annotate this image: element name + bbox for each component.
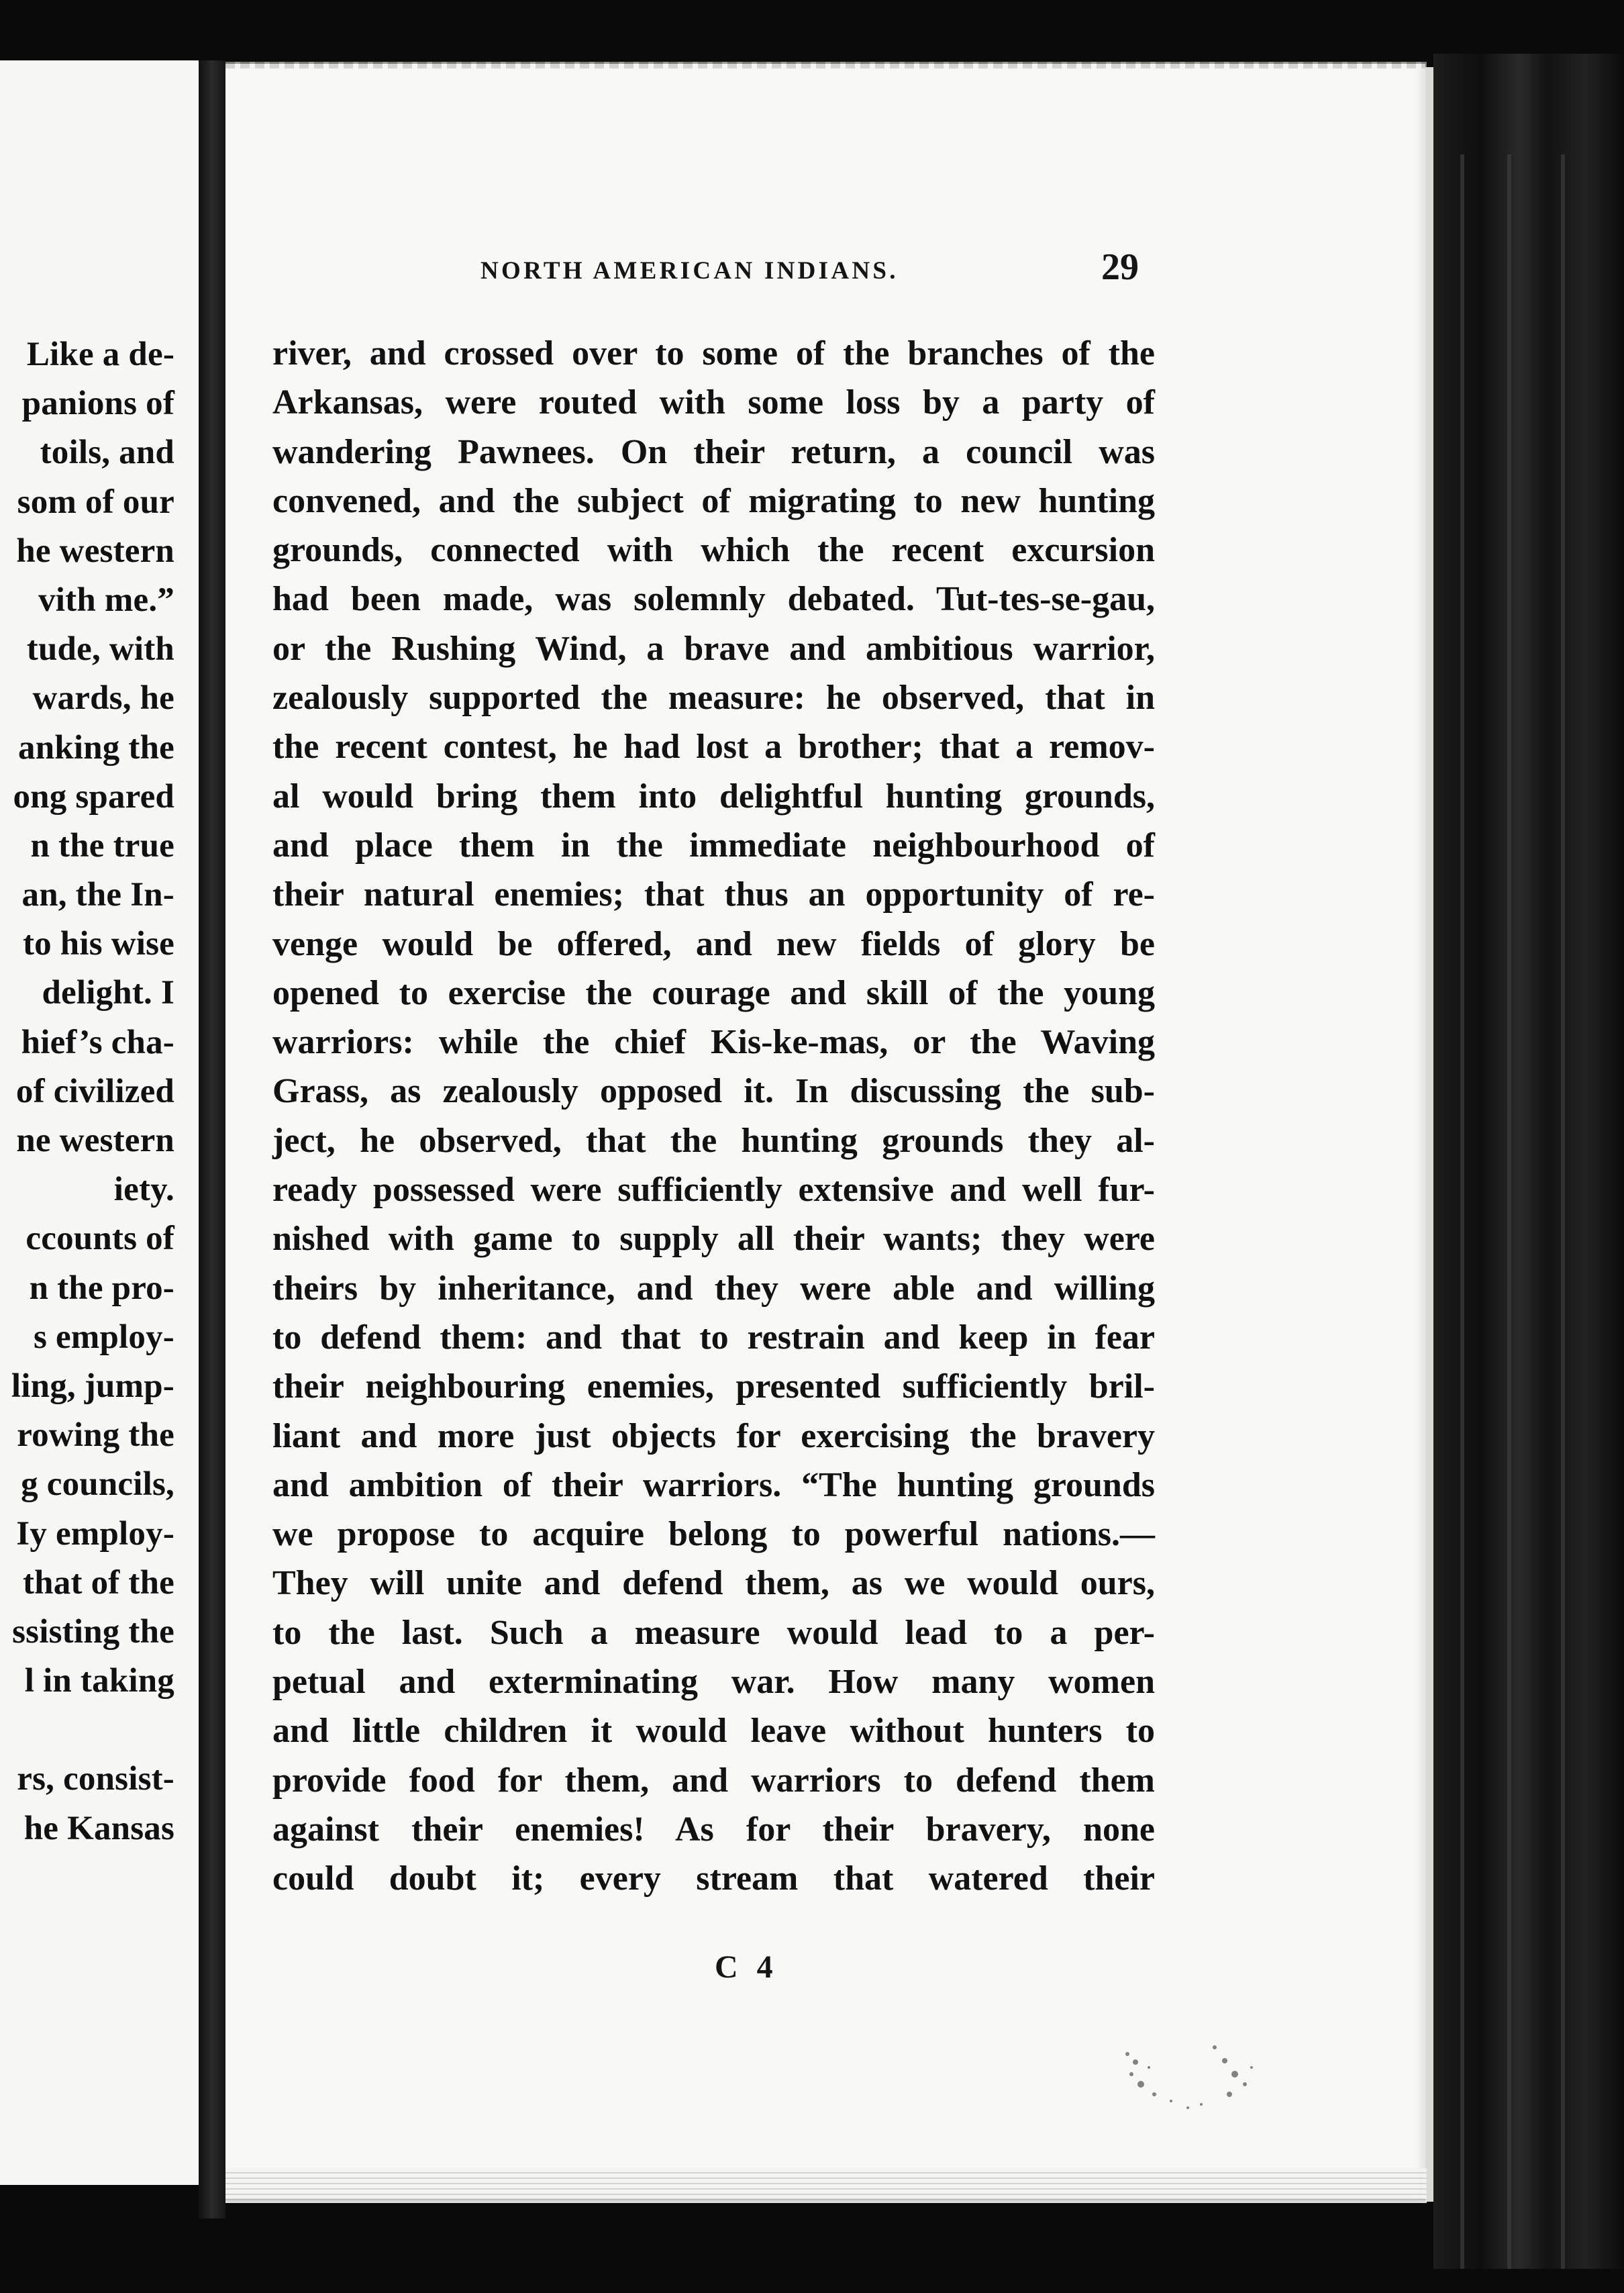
text-line: wandering Pawnees. On their return, a council was: [272, 432, 1155, 471]
page-fore-edge: [1425, 67, 1433, 2202]
text-line: their neighbouring enemies, presented sufficiently bril-: [272, 1367, 1155, 1406]
ink-smudge-mark: [1107, 2020, 1288, 2121]
text-line: and little children it would leave without hunters to: [272, 1712, 1155, 1751]
previous-page-line: g councils,: [21, 1465, 174, 1504]
text-line: to the last. Such a measure would lead to a per-: [272, 1613, 1155, 1652]
previous-page-line: that of the: [23, 1563, 174, 1602]
previous-page-line: toils, and: [40, 434, 174, 472]
text-line: could doubt it; every stream that watered their: [272, 1859, 1155, 1898]
previous-page-line: wards, he: [32, 679, 174, 718]
text-line: had been made, was solemnly debated. Tut-tes-se-gau,: [272, 580, 1155, 619]
previous-page-line: iety.: [113, 1171, 174, 1209]
text-line: nished with game to supply all their wants; they were: [272, 1220, 1155, 1259]
previous-page-line: Iy employ-: [16, 1514, 174, 1553]
page-top-edge: [225, 62, 1427, 68]
text-line: against their enemies! As for their bravery, none: [272, 1810, 1155, 1849]
previous-page-line: hief’s cha-: [21, 1023, 174, 1061]
previous-page-line: of civilized: [15, 1072, 174, 1110]
previous-page-line: ling, jump-: [11, 1367, 174, 1405]
text-line: the recent contest, he had lost a brother; that a remov-: [272, 728, 1155, 767]
previous-page-line: panions of: [21, 385, 174, 423]
text-line: grounds, connected with which the recent excursion: [272, 531, 1155, 570]
previous-page-line: tude, with: [26, 630, 174, 669]
previous-page-line: an, the In-: [21, 876, 174, 914]
text-line: to defend them: and that to restrain and keep in fear: [272, 1318, 1155, 1357]
running-head: NORTH AMERICAN INDIANS.: [480, 257, 899, 285]
text-line: their natural enemies; that thus an opportunity of re-: [272, 875, 1155, 914]
text-line: and ambition of their warriors. “The hunting grounds: [272, 1465, 1155, 1504]
previous-page-line: rowing the: [17, 1416, 174, 1455]
previous-page-line: ssisting the: [12, 1612, 174, 1651]
book-edge-stripe: [1561, 154, 1565, 2269]
text-line: zealously supported the measure: he observed, that in: [272, 679, 1155, 718]
text-line: They will unite and defend them, as we would ours,: [272, 1564, 1155, 1603]
previous-page-line: he Kansas: [23, 1809, 174, 1847]
previous-page-line: anking the: [18, 728, 174, 767]
book-gutter: [199, 60, 225, 2218]
book-edge-stripe: [1460, 154, 1464, 2269]
text-line: Arkansas, were routed with some loss by a party of: [272, 383, 1155, 422]
text-line: ject, he observed, that the hunting grounds they al-: [272, 1121, 1155, 1160]
book-block-side: [1433, 54, 1624, 2269]
text-line: al would bring them into delightful hunting grounds,: [272, 777, 1155, 816]
text-line: provide food for them, and warriors to defend them: [272, 1761, 1155, 1800]
page-body-text: [272, 329, 1155, 1904]
previous-page-line: ong spared: [13, 777, 174, 816]
page-number: 29: [1101, 246, 1139, 288]
book-edge-stripe: [1507, 154, 1511, 2269]
text-line: opened to exercise the courage and skill of the young: [272, 973, 1155, 1012]
previous-page-line: rs, consist-: [17, 1760, 174, 1798]
previous-page-lines: [11, 330, 174, 1853]
previous-page-line: l in taking: [24, 1662, 174, 1700]
previous-page-line: to his wise: [22, 925, 174, 963]
page-bottom-edge: [225, 2168, 1427, 2203]
previous-page-line: s employ-: [33, 1318, 174, 1356]
previous-page-line: ccounts of: [26, 1220, 174, 1258]
text-line: or the Rushing Wind, a brave and ambitious warrior,: [272, 629, 1155, 668]
text-line: Grass, as zealously opposed it. In discussing the sub-: [272, 1072, 1155, 1111]
text-line: petual and exterminating war. How many women: [272, 1663, 1155, 1702]
previous-page-line: he western: [16, 532, 174, 570]
text-line: venge would be offered, and new fields of glory be: [272, 924, 1155, 963]
previous-page-line: ne western: [16, 1122, 174, 1159]
previous-page-line: som of our: [17, 483, 174, 521]
previous-page-line: n the true: [30, 826, 174, 865]
text-line: liant and more just objects for exercising the bravery: [272, 1416, 1155, 1455]
text-line: and place them in the immediate neighbourhood of: [272, 826, 1155, 865]
previous-page-fragment: [0, 60, 199, 2185]
text-line: theirs by inheritance, and they were able and willing: [272, 1269, 1155, 1308]
previous-page-line: delight. I: [42, 974, 174, 1012]
previous-page-line: n the pro-: [29, 1269, 174, 1307]
signature-mark: C 4: [715, 1949, 778, 1985]
text-line: warriors: while the chief Kis-ke-mas, or the Waving: [272, 1023, 1155, 1062]
text-line: convened, and the subject of migrating to new hunting: [272, 481, 1155, 520]
text-line: river, and crossed over to some of the branches of the: [272, 334, 1155, 373]
previous-page-line: Like a de-: [26, 336, 174, 373]
previous-page-line: vith me.”: [38, 581, 174, 619]
text-line: we propose to acquire belong to powerful nations.—: [272, 1515, 1155, 1554]
text-line: ready possessed were sufficiently extensive and well fur-: [272, 1171, 1155, 1210]
previous-page-line: [11, 1706, 174, 1755]
